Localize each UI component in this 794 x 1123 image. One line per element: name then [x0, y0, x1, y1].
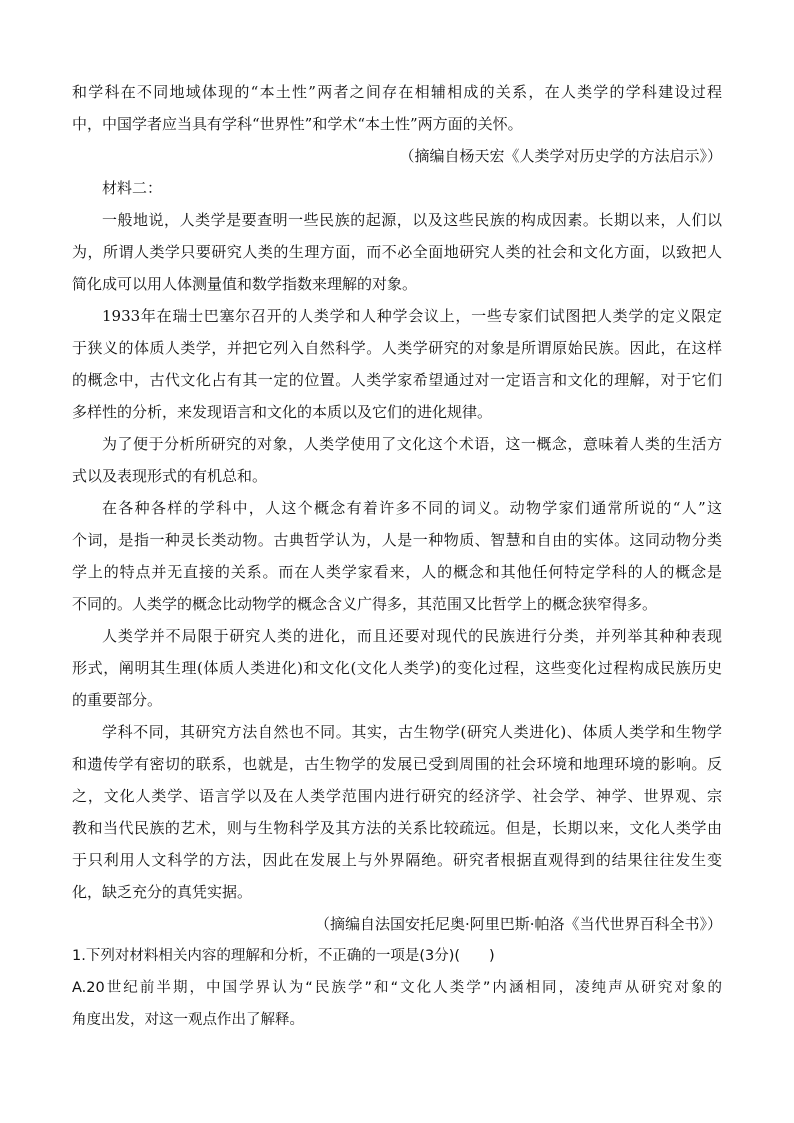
paragraph-line: 为，所谓人类学只要研究人类的生理方面，而不必全面地研究人类的社会和文化方面，以致把人 — [72, 243, 722, 261]
question-option-a: A.20世纪前半期，中国学界认为“民族学”和“文化人类学”内涵相同，凌纯声从研究对象的 — [72, 980, 722, 996]
paragraph-line: 简化成可以用人体测量值和数学指数来理解的对象。 — [72, 275, 418, 293]
paragraph-line: 多样性的分析，来发现语言和文化的本质以及它们的进化规律。 — [72, 403, 493, 421]
material-two-source: （摘编自法国安托尼奥·阿里巴斯·帕洛《当代世界百科全书》） — [314, 915, 722, 933]
paragraph-line: 式以及表现形式的有机总和。 — [72, 467, 268, 485]
question-stem: 1.下列对材料相关内容的理解和分析，不正确的一项是(3分)( ) — [72, 948, 495, 964]
paragraph-line: 学科不同，其研究方法自然也不同。其实，古生物学(研究人类进化)、体质人类学和生物学 — [102, 723, 722, 741]
paragraph-line: 教和当代民族的艺术，则与生物科学及其方法的关系比较疏远。但是，长期以来，文化人类学由 — [72, 819, 722, 837]
material-one-source: （摘编自杨天宏《人类学对历史学的方法启示》） — [399, 147, 722, 165]
paragraph-line: 的重要部分。 — [72, 691, 163, 709]
paragraph-line: 于只利用人文科学的方法，因此在发展上与外界隔绝。研究者根据直观得到的结果往往发生变 — [72, 851, 722, 869]
paragraph-line: 不同的。人类学的概念比动物学的概念含义广得多，其范围又比哲学上的概念狭窄得多。 — [72, 595, 658, 613]
material-one-line: 和学科在不同地域体现的“本土性”两者之间存在相辅相成的关系，在人类学的学科建设过程 — [72, 83, 722, 101]
paragraph-line: 一般地说，人类学是要查明一些民族的起源，以及这些民族的构成因素。长期以来，人们以 — [102, 211, 722, 229]
paragraph-line: 个词，是指一种灵长类动物。古典哲学认为，人是一种物质、智慧和自由的实体。这同动物分类 — [72, 531, 722, 549]
material-one-line: 中，中国学者应当具有学科“世界性”和学术“本土性”两方面的关怀。 — [72, 115, 523, 133]
paragraph-line: 之，文化人类学、语言学以及在人类学范围内进行研究的经济学、社会学、神学、世界观、宗 — [72, 787, 722, 805]
paragraph-line: 的概念中，古代文化占有其一定的位置。人类学家希望通过对一定语言和文化的理解，对于它们 — [72, 371, 722, 389]
paragraph-line: 学上的特点并无直接的关系。而在人类学家看来，人的概念和其他任何特定学科的人的概念是 — [72, 563, 722, 581]
paragraph-line: 1933年在瑞士巴塞尔召开的人类学和人种学会议上，一些专家们试图把人类学的定义限定 — [102, 307, 722, 325]
paragraph-line: 和遗传学有密切的联系，也就是，古生物学的发展已受到周围的社会环境和地理环境的影响。反 — [72, 755, 722, 773]
paragraph-line: 为了便于分析所研究的对象，人类学使用了文化这个术语，这一概念，意味着人类的生活方 — [102, 435, 722, 453]
question-option-a: 角度出发，对这一观点作出了解释。 — [72, 1012, 304, 1028]
material-two-heading: 材料二： — [102, 179, 163, 197]
paragraph-line: 人类学并不局限于研究人类的进化，而且还要对现代的民族进行分类，并列举其种种表现 — [102, 627, 722, 645]
document-page — [72, 76, 722, 1036]
paragraph-line: 形式，阐明其生理(体质人类进化)和文化(文化人类学)的变化过程，这些变化过程构成民族历史 — [72, 659, 722, 677]
paragraph-line: 于狭义的体质人类学，并把它列入自然科学。人类学研究的对象是所谓原始民族。因此，在这样 — [72, 339, 722, 357]
paragraph-line: 化，缺乏充分的真凭实据。 — [72, 883, 253, 901]
paragraph-line: 在各种各样的学科中，人这个概念有着许多不同的词义。动物学家们通常所说的“人”这 — [102, 499, 722, 517]
